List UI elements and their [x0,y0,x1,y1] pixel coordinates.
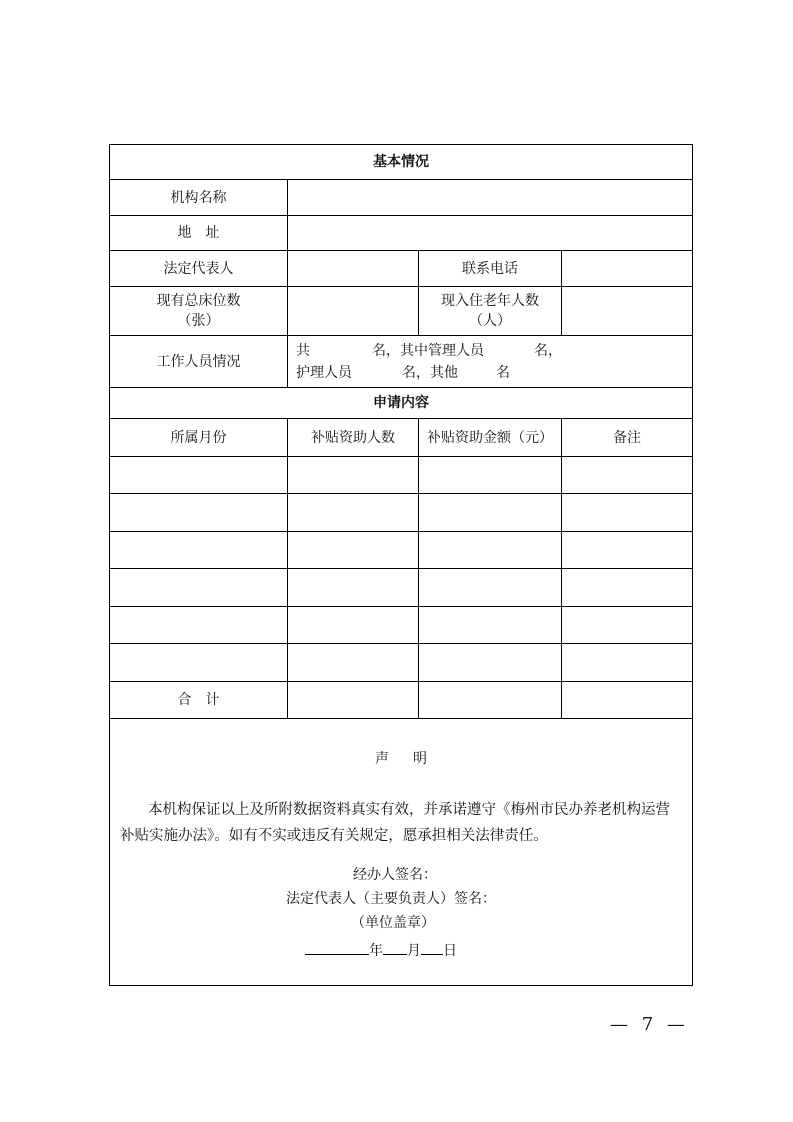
staff-total-text: 共 [296,342,310,359]
total-remarks-cell[interactable] [562,682,693,719]
staff-label: 工作人员情况 [110,336,288,388]
staff-line1 [296,340,692,362]
total-amount-cell[interactable] [419,682,562,719]
month-blank[interactable] [383,938,407,955]
staff-field[interactable] [288,336,693,388]
org-name-field[interactable] [288,180,693,216]
subsidy-application-form [109,144,693,986]
amount-cell[interactable] [419,532,562,569]
staff-other-unit: 名 [496,364,510,381]
amount-cell[interactable] [419,457,562,494]
page-number: — 7 — [610,1014,689,1035]
amount-cell[interactable] [419,569,562,607]
day-label: 日 [443,943,457,959]
legal-rep-label: 法定代表人 [110,251,288,287]
legal-rep-signature-label: 法定代表人（主要负责人）签名： [286,891,496,907]
org-name-label: 机构名称 [110,180,288,216]
address-label: 地 址 [110,216,288,251]
section-header-basic: 基本情况 [110,145,693,180]
amount-cell[interactable] [419,644,562,682]
remarks-cell[interactable] [562,532,693,569]
day-blank[interactable] [421,938,443,955]
count-cell[interactable] [288,494,419,532]
count-cell[interactable] [288,607,419,644]
count-cell[interactable] [288,457,419,494]
total-row [110,682,693,719]
header-subsidy-count: 补贴资助人数 [288,419,419,457]
staff-line2 [296,362,692,384]
phone-field[interactable] [562,251,693,287]
declaration-cell [110,719,693,986]
beds-field[interactable] [288,287,419,336]
table-row [110,457,693,494]
month-cell[interactable] [110,532,288,569]
table-row [110,607,693,644]
residents-label-line1: 现入住老年人数 [441,293,539,309]
table-row [110,494,693,532]
month-cell[interactable] [110,607,288,644]
staff-management-unit: 名， [534,342,562,359]
total-count-cell[interactable] [288,682,419,719]
count-cell[interactable] [288,569,419,607]
beds-label-line2: （张） [177,313,220,329]
section-header-application: 申请内容 [110,388,693,419]
residents-field[interactable] [562,287,693,336]
month-cell[interactable] [110,494,288,532]
header-remarks: 备注 [562,419,693,457]
amount-cell[interactable] [419,494,562,532]
beds-label [110,287,288,336]
residents-label-line2: （人） [469,313,511,329]
count-cell[interactable] [288,532,419,569]
remarks-cell[interactable] [562,494,693,532]
staff-management-text: 名，其中管理人员 [372,342,484,359]
phone-label: 联系电话 [419,251,562,287]
remarks-cell[interactable] [562,569,693,607]
year-label: 年 [369,943,383,959]
seal-label: （单位盖章） [351,915,435,931]
residents-label [419,287,562,336]
beds-label-line1: 现有总床位数 [156,293,241,309]
total-label: 合 计 [110,682,288,719]
remarks-cell[interactable] [562,457,693,494]
count-cell[interactable] [288,644,419,682]
month-cell[interactable] [110,569,288,607]
header-subsidy-amount: 补贴资助金额（元） [419,419,562,457]
date-line [305,938,457,961]
table-row [110,644,693,682]
month-cell[interactable] [110,457,288,494]
table-row [110,532,693,569]
address-field[interactable] [288,216,693,251]
declaration-body: 本机构保证以上及所附数据资料真实有效，并承诺遵守《梅州市民办养老机构运营补贴实施办法》。如有不实或违反有关规定，愿承担相关法律责任。 [120,802,670,844]
amount-cell[interactable] [419,607,562,644]
handler-signature-label: 经办人签名： [353,867,437,883]
declaration-title: 声明 [375,751,451,767]
staff-other-text: 名，其他 [402,364,458,381]
header-month: 所属月份 [110,419,288,457]
remarks-cell[interactable] [562,607,693,644]
table-row [110,569,693,607]
month-cell[interactable] [110,644,288,682]
remarks-cell[interactable] [562,644,693,682]
staff-nursing-text: 护理人员 [296,364,352,381]
year-blank[interactable] [305,938,369,955]
month-label: 月 [407,943,421,959]
legal-rep-field[interactable] [288,251,419,287]
